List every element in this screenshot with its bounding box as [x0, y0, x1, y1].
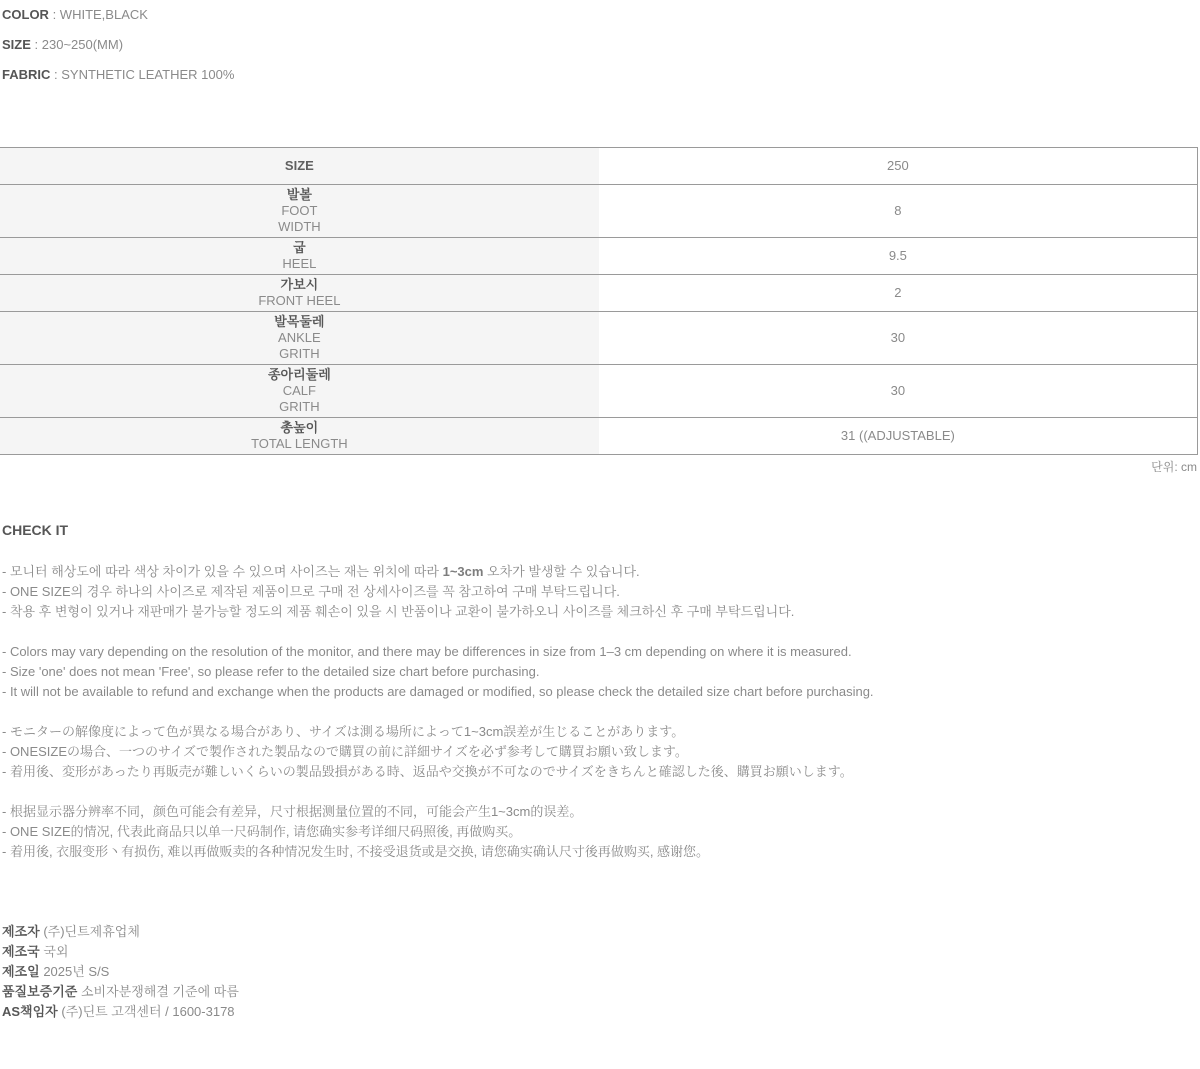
fabric-value: : SYNTHETIC LEATHER 100% [54, 67, 235, 82]
manufacturer-info [2, 922, 1200, 1022]
product-info-fabric-row [2, 60, 1200, 90]
manufacturer-value: (주)딘트제휴업체 [43, 924, 140, 939]
tolerance-highlight: 1~3cm [442, 564, 484, 579]
row-value: 2 [894, 285, 902, 300]
notice-line: - Size 'one' does not mean 'Free', so please refer to the detailed size chart before purchasing. [2, 664, 540, 679]
notice-line: - ONESIZEの場合、一つのサイズで製作された製品なので購買の前に詳細サイズを必ず参考して購買お願い致します。 [2, 744, 688, 759]
notice-line: - Colors may vary depending on the resolution of the monitor, and there may be differences in size from 1–3 cm depending on where it is measured. [2, 644, 852, 659]
row-label-kr: 총높이 [280, 420, 319, 435]
row-value: 8 [894, 203, 902, 218]
row-value: 30 [890, 383, 906, 398]
row-label-en: HEEL [282, 256, 317, 271]
row-label-kr: 종아리둘레 [267, 367, 331, 382]
manufacturer-value: 2025년 S/S [43, 964, 110, 979]
unit-note: 단위: cm [1151, 460, 1197, 474]
manufacturer-value: (주)딘트 고객센터 / 1600-3178 [61, 1004, 235, 1019]
notice-line: - It will not be available to refund and exchange when the products are damaged or modified, so please check the detailed size chart before purchasing. [2, 684, 874, 699]
row-label-en: FOOT [281, 203, 318, 218]
row-label-en: FRONT HEEL [258, 293, 341, 308]
notice-korean [2, 562, 1200, 622]
table-row-front-heel [0, 275, 1198, 312]
row-label-en: GRITH [279, 399, 320, 414]
row-label-kr: 발볼 [286, 187, 312, 202]
notice-line: - 모니터 해상도에 따라 색상 차이가 있을 수 있으며 사이즈는 재는 위치에 따라 1~3cm 오차가 발생할 수 있습니다. [2, 564, 640, 579]
manufacturer-value: 소비자분쟁해결 기준에 따름 [80, 984, 239, 999]
row-label-en: CALF [282, 383, 316, 398]
check-it-title: CHECK IT [2, 522, 69, 538]
row-label-kr: 가보시 [280, 277, 319, 292]
notice-chinese [2, 802, 1200, 862]
table-row-total-length [0, 418, 1198, 455]
notice-line: - 着用後、変形があったり再販売が難しいくらいの製品毀損がある時、返品や交換が不可なのでサイズをきちんと確認した後、購買お願いします。 [2, 764, 853, 779]
row-label-en: GRITH [279, 346, 320, 361]
fabric-label: FABRIC [2, 67, 51, 82]
row-label-en: WIDTH [278, 219, 321, 234]
row-label-kr: 발목둘레 [274, 314, 325, 329]
manufacturer-row [2, 942, 1200, 962]
manufacturer-row [2, 962, 1200, 982]
manufacturer-label: 품질보증기준 [2, 984, 78, 999]
manufacturer-label: 제조일 [2, 964, 40, 979]
row-value: 30 [890, 330, 906, 345]
table-row-foot-width [0, 185, 1198, 238]
notice-english [2, 642, 1200, 702]
size-table-header-value: 250 [887, 158, 909, 173]
notice-line: - 着用後, 衣服变形丶有损伤, 难以再做贩卖的各种情况发生时, 不接受退货或是交换, 请您确实确认尺寸後再做购买, 感谢您。 [2, 844, 710, 859]
product-info [2, 0, 1200, 90]
notice-japanese [2, 722, 1200, 782]
row-value: 31 ((ADJUSTABLE) [840, 428, 955, 443]
color-value: : WHITE,BLACK [52, 7, 148, 22]
table-row-calf-grith [0, 365, 1198, 418]
manufacturer-row [2, 982, 1200, 1002]
notice-line: - ONE SIZE的情况, 代表此商品只以单一尺码制作, 请您确实参考详细尺码照後, 再做购买。 [2, 824, 522, 839]
table-row-heel [0, 238, 1198, 275]
manufacturer-row [2, 1002, 1200, 1022]
manufacturer-label: 제조국 [2, 944, 40, 959]
notice-line: - 착용 후 변형이 있거나 재판매가 불가능할 정도의 제품 훼손이 있을 시 반품이나 교환이 불가하오니 사이즈를 체크하신 후 구매 부탁드립니다. [2, 604, 795, 619]
manufacturer-label: AS책임자 [2, 1004, 58, 1019]
notice-line: - モニターの解像度によって色が異なる場合があり、サイズは測る場所によって1~3cm誤差が生じることがあります。 [2, 724, 685, 739]
size-table-header-row [0, 148, 1198, 185]
manufacturer-label: 제조자 [2, 924, 40, 939]
color-label: COLOR [2, 7, 49, 22]
table-row-ankle-grith [0, 312, 1198, 365]
product-info-size-row [2, 30, 1200, 60]
notice-line: - 根据显示器分辨率不同，颜色可能会有差异，尺寸根据测量位置的不同，可能会产生1~3cm的误差。 [2, 804, 583, 819]
size-label: SIZE [2, 37, 31, 52]
size-table [0, 147, 1198, 455]
row-label-en: ANKLE [278, 330, 321, 345]
row-label-kr: 굽 [293, 240, 306, 255]
notice-line: - ONE SIZE의 경우 하나의 사이즈로 제작된 제품이므로 구매 전 상세사이즈를 꼭 참고하여 구매 부탁드립니다. [2, 584, 620, 599]
size-value: : 230~250(MM) [34, 37, 124, 52]
manufacturer-value: 국외 [43, 944, 69, 959]
row-value: 9.5 [888, 248, 907, 263]
row-label-en: TOTAL LENGTH [251, 436, 348, 451]
manufacturer-row [2, 922, 1200, 942]
product-info-color-row [2, 0, 1200, 30]
size-table-header-label: SIZE [0, 148, 599, 185]
